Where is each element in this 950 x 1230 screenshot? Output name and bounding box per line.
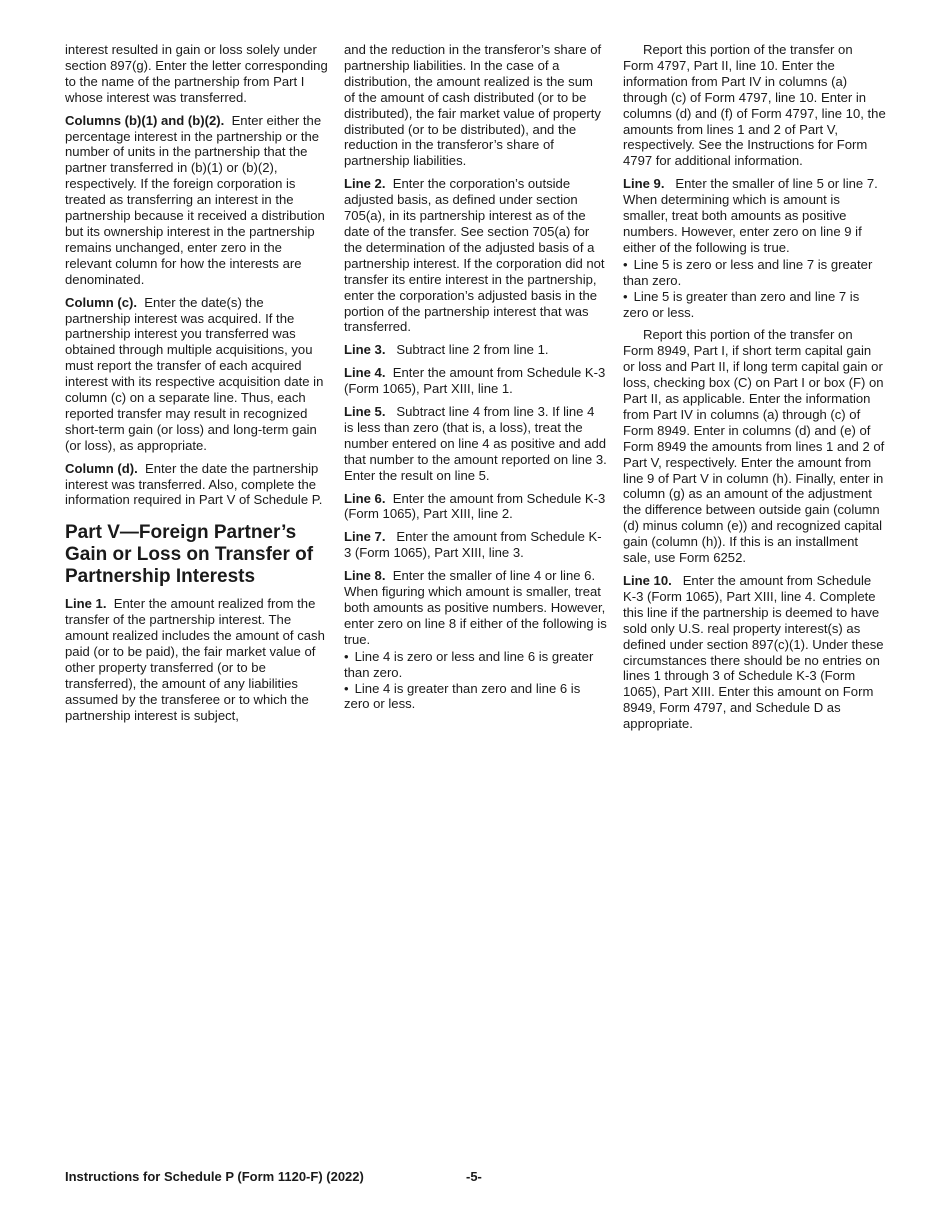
list-item: • Line 4 is greater than zero and line 6 is zero or less. (344, 681, 607, 713)
column-c-text: Enter the date(s) the partnership interest was acquired. If the partnership interest you transferred was obtained through multiple acquisitions, you must report the transfer of each acquired interest with its respective acquisition date in column (c) on a separate line. Thus, each reported transfer may result in recognized short-term gain (or loss) and long-term gain (or loss), as appropriate. (65, 294, 324, 453)
line-4-paragraph (344, 365, 607, 397)
line-2-lead: Line 2. (344, 176, 386, 192)
line-4-text: Enter the amount from Schedule K-3 (Form 1065), Part XIII, line 1. (344, 365, 606, 397)
line-8-paragraph (344, 568, 607, 648)
line-10-lead: Line 10. (623, 573, 672, 588)
line-5-lead: Line 5. (344, 404, 386, 420)
footer-title: Instructions for Schedule P (Form 1120-F) (2022) (65, 1169, 364, 1184)
line-1-text: Enter the amount realized from the transfer of the partnership interest. The amount realized includes the amount of cash paid (or to be paid), the fair market value of other property transferred (or to be transferred), the amount of any liabilities assumed by the transferee or to which the partnership interest is subject, (65, 596, 325, 723)
line-3-text: Subtract line 2 from line 1. (396, 342, 549, 358)
column-d-text: Enter the date the partnership interest was transferred. Also, complete the information required in Part V of Schedule P. (65, 460, 323, 508)
columns-b-paragraph (65, 113, 331, 288)
line-5-text: Subtract line 4 from line 3. If line 4 is less than zero (that is, a loss), treat the number entered on line 4 as positive and add that number to the amount reported on line 3. Enter the result on line 5. (344, 404, 607, 483)
line-6-text: Enter the amount from Schedule K-3 (Form 1065), Part XIII, line 2. (344, 490, 606, 522)
line-3-paragraph (344, 342, 607, 358)
page-footer (65, 1169, 885, 1184)
line-10-text: Enter the amount from Schedule K-3 (Form 1065), Part XIII, line 4. Complete this line if the partnership is deemed to have sold only U.S. real property interest(s) as defined under section 897(c)(1). Under these circumstances there should be no entries on lines 1 through 3 of Schedule K-3 (Form 1065), Part XIII. Enter this amount on Form 8949, Form 4797, and Schedule D as appropriate. (623, 573, 884, 732)
list-item: • Line 5 is greater than zero and line 7 is zero or less. (623, 289, 886, 321)
line-1-paragraph (65, 596, 331, 723)
line-10-paragraph (623, 573, 886, 732)
report-form-4797-paragraph: Report this portion of the transfer on Form 4797, Part II, line 10. Enter the information from Part IV in columns (a) through (c) of Form 4797, line 10. Enter in columns (d) and (f) of Form 4797, line 10, the amounts from lines 1 and 2 of Part V, respectively. See the Instructions for Form 4797 for additional information. (623, 42, 886, 169)
line-1-lead: Line 1. (65, 596, 107, 612)
intro-paragraph: interest resulted in gain or loss solely under section 897(g). Enter the letter corresponding to the name of the partnership from Part I whose interest was transferred. (65, 42, 328, 105)
column-c-paragraph (65, 295, 331, 454)
report-form-8949-paragraph: Report this portion of the transfer on Form 8949, Part I, if short term capital gain or loss and Part II, if long term capital gain or loss, checking box (C) on Part I or box (F) on Part II, as applicable. Enter the information from Part IV in columns (a) through (c) of Form 8949. Enter in columns (d) and (e) of Form 8949 the amounts from lines 1 and 2 of Part V, respectively. Enter the amount from line 9 of Part V in column (h). Finally, enter in column (g) as an amount of the adjustment the difference between outside gain (column (d) minus column (e)) and recognized capital gain (column (h)). If this is an installment sale, use Form 6252. (623, 327, 885, 566)
line-5-paragraph (344, 404, 607, 484)
line-7-paragraph (344, 529, 607, 561)
line-7-text: Enter the amount from Schedule K-3 (Form 1065), Part XIII, line 3. (344, 529, 602, 561)
line-2-text: Enter the corporation’s outside adjusted basis, as defined under section 705(a), in its partnership interest as of the date of the transfer. See section 705(a) for the determination of the adjusted basis of a partnership interest. If the corporation did not transfer its entire interest in the partnership, enter the corporation’s adjusted basis in the portion of the partnership interest that was transferred. (344, 176, 605, 335)
column-d-paragraph (65, 461, 331, 509)
line-9-text: Enter the smaller of line 5 or line 7. When determining which is amount is smaller, treat both amounts as positive numbers. However, enter zero on line 9 if either of the following is true. (623, 176, 878, 255)
line-9-lead: Line 9. (623, 176, 665, 192)
list-item: • Line 5 is zero or less and line 7 is greater than zero. (623, 257, 886, 289)
line-9-paragraph (623, 176, 886, 256)
line-4-lead: Line 4. (344, 365, 386, 381)
line-7-lead: Line 7. (344, 529, 386, 545)
page-number: -5- (466, 1169, 482, 1184)
columns-b-text: Enter either the percentage interest in the partnership or the number of units in the partnership that the partner transferred in (b)(1) or (b)(2), respectively. If the foreign corporation is treated as transferring an interest in the partnership because it received a distribution but its ownership interest in the partnership remains unchanged, enter zero in the relevant column for how the interests are denominated. (65, 112, 325, 287)
line-6-paragraph (344, 491, 607, 523)
line-8-bullets (344, 649, 607, 713)
column-1 (65, 42, 331, 731)
line-2-paragraph (344, 176, 607, 335)
line-6-lead: Line 6. (344, 490, 386, 506)
list-item: • Line 4 is zero or less and line 6 is greater than zero. (344, 649, 607, 681)
line-8-lead: Line 8. (344, 568, 386, 584)
column-2 (344, 42, 607, 719)
line-3-lead: Line 3. (344, 342, 386, 358)
part-v-heading: Part V—Foreign Partner’s Gain or Loss on Transfer of Partnership Interests (65, 522, 314, 588)
line-8-text: Enter the smaller of line 4 or line 6. When figuring which amount is smaller, treat both amounts as positive numbers. However, enter zero on line 8 if either of the following is true. (344, 568, 607, 647)
line-1-continuation: and the reduction in the transferor’s share of partnership liabilities. In the case of a distribution, the amount realized is the sum of the amount of cash distributed (or to be distributed), the fair market value of property distributed (or to be distributed), and the reduction in the transferor’s share of partnership liabilities. (344, 42, 602, 169)
column-3 (623, 42, 886, 739)
line-9-bullets (623, 257, 886, 321)
columns-b-lead: Columns (b)(1) and (b)(2). (65, 112, 225, 128)
column-d-lead: Column (d). (65, 460, 138, 476)
column-c-lead: Column (c). (65, 294, 138, 310)
